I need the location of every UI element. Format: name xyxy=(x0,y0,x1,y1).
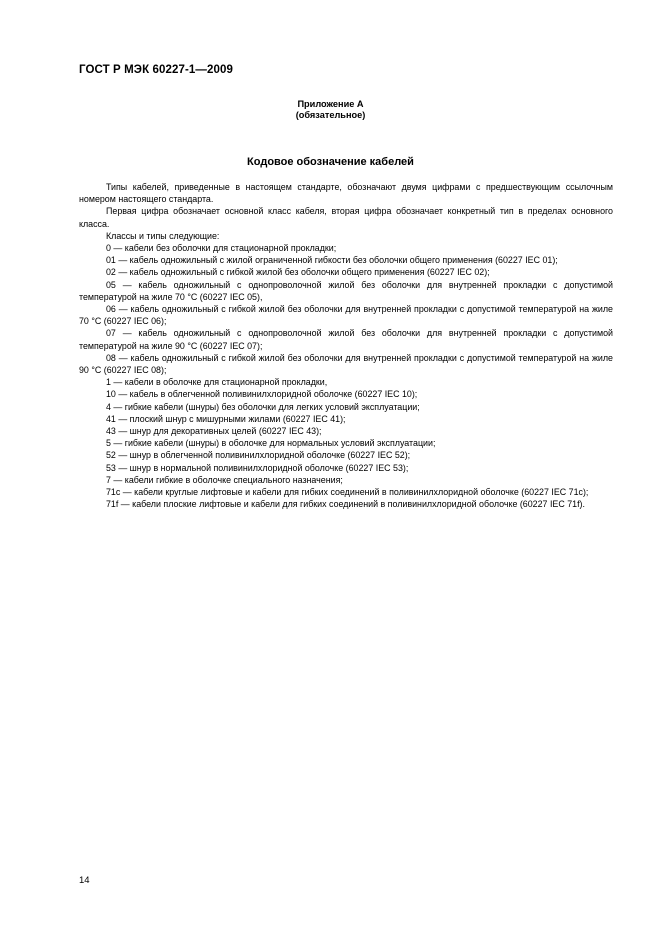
paragraph: Первая цифра обозначает основной класс кабеля, вторая цифра обозначает конкретный тип в пределах основного класса. xyxy=(79,206,613,229)
list-item: 02 — кабель одножильный с гибкой жилой без оболочки общего применения (60227 IEC 02); xyxy=(106,267,490,278)
annex-title: Приложение А xyxy=(297,99,364,109)
list-item: 71c — кабели круглые лифтовые и кабели для гибких соединений в поливинилхлоридной оболочке (60227 IEC 71c); xyxy=(106,487,589,498)
list-item: 4 — гибкие кабели (шнуры) без оболочки для легких условий эксплуатации; xyxy=(106,401,420,412)
list-item: 53 — шнур в нормальной поливинилхлоридной оболочке (60227 IEC 53); xyxy=(106,462,409,473)
list-item: 06 — кабель одножильный с гибкой жилой без оболочки для внутренней прокладки с допустимой температурой на жиле 70 °С (60227 IEC 06); xyxy=(79,304,613,327)
paragraph: Типы кабелей, приведенные в настоящем стандарте, обозначают двумя цифрами с предшествующим ссылочным номером настоящего стандарта. xyxy=(79,182,613,205)
list-item: 01 — кабель одножильный с жилой ограниченной гибкости без оболочки общего применения (60227 IEC 01); xyxy=(106,255,558,266)
list-item: 7 — кабели гибкие в оболочке специального назначения; xyxy=(106,474,343,485)
annex-subtitle: (обязательное) xyxy=(295,110,366,120)
list-item: 05 — кабель одножильный с однопроволочной жилой без оболочки для внутренней прокладки с допустимой температурой на жиле 70 °С (60227 IEC 05), xyxy=(79,279,613,302)
section-heading: Кодовое обозначение кабелей xyxy=(247,156,414,168)
list-item: 0 — кабели без оболочки для стационарной прокладки; xyxy=(106,243,337,254)
list-item: 52 — шнур в облегченной поливинилхлоридной оболочке (60227 IEC 52); xyxy=(106,450,411,461)
list-item: 10 — кабель в облегченной поливинилхлоридной оболочке (60227 IEC 10); xyxy=(106,389,418,400)
page-number: 14 xyxy=(79,875,90,886)
list-item: 07 — кабель одножильный с однопроволочной жилой без оболочки для внутренней прокладки с допустимой температурой на жиле 90 °С (60227 IEC 07); xyxy=(79,328,613,351)
list-item: 1 — кабели в оболочке для стационарной прокладки, xyxy=(106,377,328,388)
standard-code-header: ГОСТ Р МЭК 60227-1—2009 xyxy=(79,64,233,76)
list-item: 43 — шнур для декоративных целей (60227 IEC 43); xyxy=(106,426,322,437)
list-item: 41 — плоский шнур с мишурными жилами (60227 IEC 41); xyxy=(106,413,346,424)
body-text xyxy=(79,181,613,510)
paragraph: Классы и типы следующие: xyxy=(106,230,220,241)
list-item: 08 — кабель одножильный с гибкой жилой без оболочки для внутренней прокладки с допустимой температурой на жиле 90 °С (60227 IEC 08); xyxy=(79,352,613,376)
list-item: 71f — кабели плоские лифтовые и кабели для гибких соединений в поливинилхлоридной оболочке (60227 IEC 71f). xyxy=(106,499,585,510)
list-item: 5 — гибкие кабели (шнуры) в оболочке для нормальных условий эксплуатации; xyxy=(106,438,436,449)
